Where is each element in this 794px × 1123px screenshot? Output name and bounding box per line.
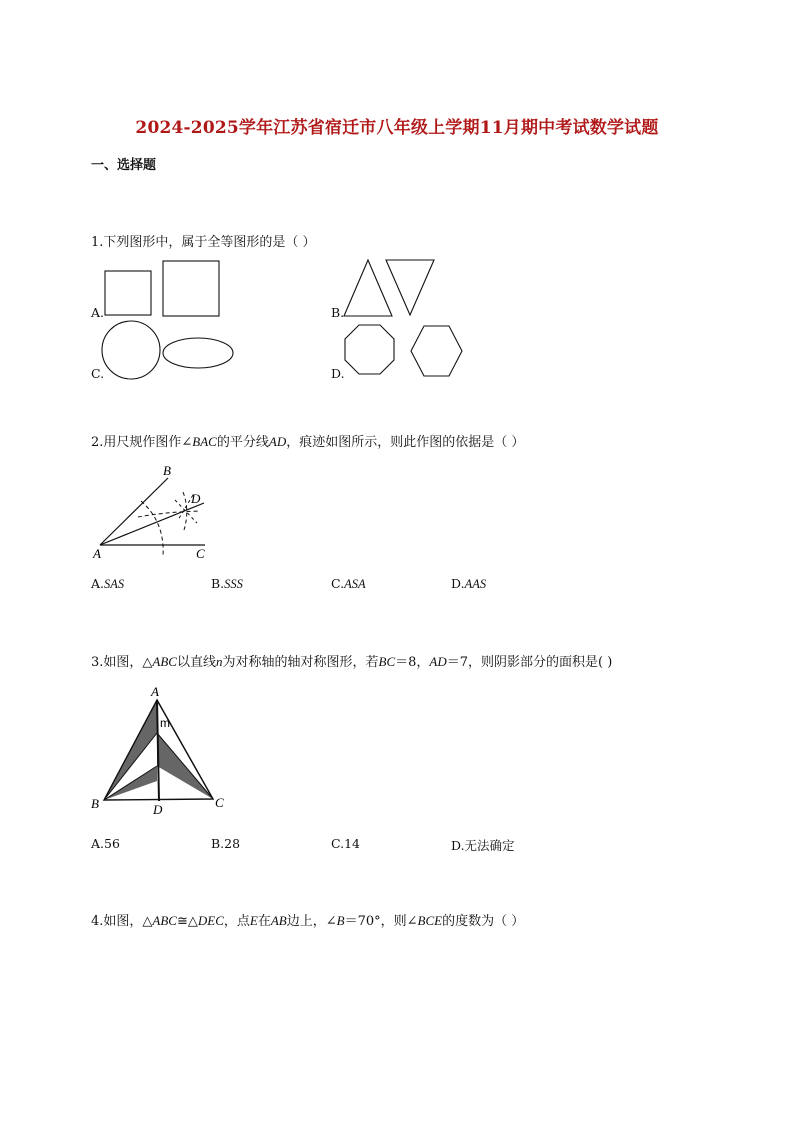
q2-option-b-value: SSS <box>224 577 243 591</box>
q3-label-c: C <box>215 795 224 810</box>
q4-tri-1: ABC <box>152 913 177 928</box>
q4-text-1: 4.如图，△ <box>91 914 153 929</box>
q3-bc: BC <box>378 654 396 669</box>
q4-text-2: ≅△ <box>176 914 198 929</box>
q3-text-1: 3.如图，△ <box>91 655 153 670</box>
q2-option-a-value: SAS <box>104 577 125 591</box>
q3-option-d: D.无法确定 <box>451 838 515 853</box>
q2-text-post: ，痕迹如图所示，则此作图的依据是（ ） <box>286 435 525 450</box>
q2-option-c-value: ASA <box>344 577 366 591</box>
q4-angle-bce: BCE <box>417 913 443 928</box>
q3-text-5: ＝7，则阴影部分的面积是( ) <box>446 655 613 670</box>
q3-ad: AD <box>429 654 447 669</box>
document-title: 2024-2025学年江苏省宿迁市八年级上学期11月期中考试数学试题 <box>135 118 659 138</box>
q1-option-c: C. <box>91 366 105 381</box>
q4-text-5: 边上，∠ <box>286 914 337 929</box>
q4-tri-2: DEC <box>197 913 224 928</box>
q4-text-4: 在 <box>257 914 271 929</box>
q2-label-d: D <box>191 491 201 506</box>
q3-label-d: D <box>153 802 163 817</box>
q3-text-2: 以直线 <box>176 655 216 670</box>
q4-side-ab: AB <box>270 913 287 928</box>
q4-angle-b: B <box>336 913 345 928</box>
q2-label-b: B <box>163 463 171 478</box>
q3-axis-n: n <box>215 654 223 669</box>
question-1-text: 1.下列图形中，属于全等图形的是（ ） <box>91 235 316 250</box>
q3-label-m: m <box>160 716 170 730</box>
q3-option-b: B.28 <box>211 836 241 851</box>
section-heading-choice: 一、选择题 <box>91 158 157 173</box>
q3-option-c: C.14 <box>331 836 360 851</box>
q2-option-d-prefix: D. <box>451 576 465 591</box>
q3-text-4: ＝8， <box>395 655 430 670</box>
q3-label-a: A <box>151 684 159 699</box>
q4-point-e: E <box>249 913 258 928</box>
q4-text-3: ，点 <box>223 914 250 929</box>
q2-text-mid: 的平分线 <box>216 435 269 450</box>
q2-text-pre: 2.用尺规作图作∠ <box>91 435 193 450</box>
q1-option-d: D. <box>331 366 345 381</box>
q1-option-a: A. <box>91 305 105 320</box>
q2-option-b-prefix: B. <box>211 576 225 591</box>
q3-text-3: 为对称轴的轴对称图形，若 <box>222 655 379 670</box>
q4-text-7: 的度数为（ ） <box>442 914 525 929</box>
q3-option-a: A.56 <box>91 836 120 851</box>
q2-option-a-prefix: A. <box>91 576 105 591</box>
q3-triangle: ABC <box>152 654 177 669</box>
q2-label-a: A <box>93 546 101 561</box>
q4-text-6: ＝70°，则∠ <box>344 914 418 929</box>
q2-option-c-prefix: C. <box>331 576 345 591</box>
q1-option-b: B. <box>331 305 345 320</box>
q2-angle: BAC <box>192 434 217 449</box>
question-4-text <box>91 910 524 929</box>
q3-label-b: B <box>91 796 99 811</box>
q2-label-c: C <box>196 546 205 561</box>
q2-option-d-value: AAS <box>464 577 487 591</box>
q2-line: AD <box>268 434 287 449</box>
